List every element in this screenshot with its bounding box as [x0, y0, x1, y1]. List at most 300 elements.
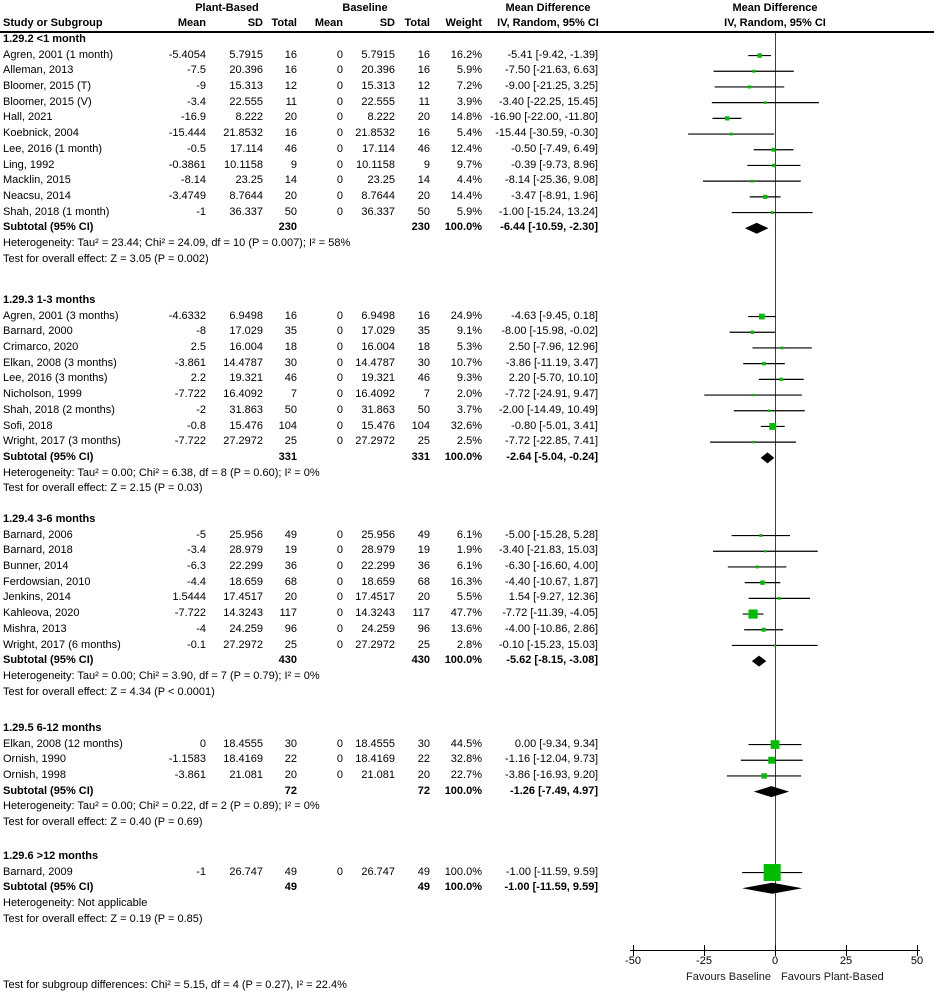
cell-mean-plant: -8: [196, 325, 206, 338]
cell-ci-text: -9.00 [-21.25, 3.25]: [505, 80, 598, 93]
column-md-text-title: Mean Difference: [505, 2, 591, 14]
heterogeneity-row: [0, 466, 934, 482]
cell-ci-text: -3.40 [-21.83, 15.03]: [498, 544, 598, 557]
cell-sd-baseline: 21.8532: [355, 127, 395, 140]
cell-mean-baseline: 0: [336, 638, 343, 651]
cell-sd-baseline: 17.114: [362, 142, 395, 155]
subtotal-weight: 100.0%: [444, 881, 482, 894]
cell-sd-baseline: 18.4555: [355, 737, 395, 750]
cell-mean-baseline: 0: [336, 591, 343, 604]
cell-ci-text: -3.47 [-8.91, 1.96]: [511, 189, 598, 202]
cell-total-plant: 7: [290, 388, 297, 401]
study-name: Koebnick, 2004: [3, 127, 79, 140]
study-row: [0, 142, 934, 158]
axis-tick-label: 25: [839, 955, 853, 967]
cell-total-plant: 14: [284, 174, 297, 187]
study-row: [0, 575, 934, 591]
study-row: [0, 559, 934, 575]
subtotal-ci-text: -1.26 [-7.49, 4.97]: [509, 784, 598, 797]
cell-mean-plant: -0.1: [187, 638, 206, 651]
cell-mean-plant: -7.5: [187, 64, 206, 77]
cell-ci-text: -7.72 [-24.91, 9.47]: [505, 388, 598, 401]
axis-right-label: Favours Plant-Based: [781, 971, 884, 983]
cell-total-plant: 104: [278, 419, 297, 432]
cell-total-plant: 20: [284, 189, 297, 202]
cell-mean-plant: -3.4: [187, 95, 206, 108]
cell-mean-plant: -8.14: [180, 174, 206, 187]
table-header: [0, 0, 934, 33]
cell-sd-baseline: 22.555: [361, 95, 395, 108]
cell-mean-plant: 1.5444: [172, 591, 206, 604]
cell-weight: 5.9%: [456, 64, 482, 77]
cell-total-plant: 22: [284, 753, 297, 766]
cell-mean-plant: -6.3: [187, 560, 206, 573]
study-row: [0, 324, 934, 340]
cell-sd-baseline: 18.659: [361, 575, 395, 588]
cell-ci-text: -7.50 [-21.63, 6.63]: [505, 64, 598, 77]
cell-mean-baseline: 0: [336, 174, 343, 187]
overall-effect-row: [0, 815, 934, 831]
cell-sd-baseline: 36.337: [361, 205, 395, 218]
cell-sd-baseline: 18.4169: [355, 753, 395, 766]
cell-sd-baseline: 27.2972: [355, 435, 395, 448]
cell-sd-baseline: 20.396: [361, 64, 395, 77]
cell-ci-text: -1.16 [-12.04, 9.73]: [505, 753, 598, 766]
cell-sd-plant: 23.25: [235, 174, 263, 187]
cell-total-baseline: 16: [417, 309, 430, 322]
cell-sd-plant: 8.222: [235, 111, 263, 124]
cell-ci-text: -5.41 [-9.42, -1.39]: [507, 48, 598, 61]
study-name: Barnard, 2009: [3, 865, 73, 878]
cell-mean-baseline: 0: [336, 544, 343, 557]
cell-weight: 2.5%: [456, 435, 482, 448]
cell-sd-baseline: 23.25: [367, 174, 395, 187]
cell-weight: 2.0%: [456, 388, 482, 401]
cell-weight: 3.9%: [456, 95, 482, 108]
subtotal-row: [0, 784, 934, 800]
cell-mean-plant: -4: [196, 622, 206, 635]
cell-total-baseline: 104: [411, 419, 430, 432]
subgroup-block: [0, 721, 934, 831]
cell-total-baseline: 50: [417, 403, 430, 416]
cell-mean-plant: -0.3861: [168, 158, 206, 171]
study-row: [0, 205, 934, 221]
cell-weight: 32.6%: [450, 419, 482, 432]
column-mean-plant: Mean: [177, 17, 206, 29]
cell-total-plant: 9: [290, 158, 297, 171]
cell-total-baseline: 20: [417, 111, 430, 124]
cell-mean-baseline: 0: [336, 158, 343, 171]
cell-total-baseline: 25: [417, 435, 430, 448]
cell-total-baseline: 30: [417, 356, 430, 369]
cell-ci-text: -8.14 [-25.36, 9.08]: [505, 174, 598, 187]
cell-mean-baseline: 0: [336, 372, 343, 385]
cell-ci-text: -6.30 [-16.60, 4.00]: [505, 560, 598, 573]
subgroup-block: [0, 512, 934, 700]
study-row: [0, 371, 934, 387]
cell-weight: 2.8%: [456, 638, 482, 651]
study-row: [0, 48, 934, 64]
cell-ci-text: 0.00 [-9.34, 9.34]: [514, 737, 598, 750]
cell-mean-baseline: 0: [336, 419, 343, 432]
study-name: Alleman, 2013: [3, 64, 74, 77]
cell-sd-plant: 24.259: [229, 622, 263, 635]
cell-total-baseline: 50: [417, 205, 430, 218]
cell-sd-plant: 22.555: [229, 95, 263, 108]
cell-total-baseline: 16: [417, 64, 430, 77]
subgroup-label: 1.29.4 3-6 months: [3, 513, 96, 525]
cell-sd-plant: 20.396: [229, 64, 263, 77]
heterogeneity-row: [0, 896, 934, 912]
subgroup-label-row: [0, 512, 934, 528]
cell-mean-baseline: 0: [336, 403, 343, 416]
column-total-plant: Total: [271, 17, 297, 29]
cell-total-plant: 16: [284, 127, 297, 140]
cell-total-baseline: 30: [417, 737, 430, 750]
column-total-baseline: Total: [404, 17, 430, 29]
study-row: [0, 79, 934, 95]
subtotal-total-baseline: 49: [417, 881, 430, 894]
cell-mean-plant: -4.6332: [168, 309, 206, 322]
study-row: [0, 309, 934, 325]
column-group-plant-based: Plant-Based: [195, 2, 259, 14]
study-name: Nicholson, 1999: [3, 388, 82, 401]
study-name: Kahleova, 2020: [3, 607, 80, 620]
cell-weight: 5.3%: [456, 341, 482, 354]
cell-weight: 6.1%: [456, 528, 482, 541]
cell-weight: 9.7%: [456, 158, 482, 171]
cell-mean-plant: 2.2: [190, 372, 206, 385]
cell-total-baseline: 9: [423, 158, 430, 171]
cell-mean-baseline: 0: [336, 575, 343, 588]
cell-mean-plant: -16.9: [180, 111, 206, 124]
study-row: [0, 403, 934, 419]
cell-mean-plant: -4.4: [187, 575, 206, 588]
study-row: [0, 590, 934, 606]
study-name: Agren, 2001 (3 months): [3, 309, 119, 322]
study-row: [0, 865, 934, 881]
cell-total-baseline: 117: [412, 607, 430, 620]
cell-ci-text: -4.00 [-10.86, 2.86]: [505, 622, 598, 635]
cell-total-plant: 19: [284, 544, 297, 557]
cell-total-baseline: 25: [417, 638, 430, 651]
cell-weight: 4.4%: [456, 174, 482, 187]
study-name: Wright, 2017 (6 months): [3, 638, 121, 651]
cell-ci-text: -1.00 [-11.59, 9.59]: [505, 865, 598, 878]
cell-ci-text: -3.86 [-16.93, 9.20]: [505, 769, 598, 782]
cell-sd-plant: 15.476: [229, 419, 263, 432]
subtotal-total-baseline: 430: [411, 654, 430, 667]
cell-mean-plant: 0: [199, 737, 206, 750]
column-study-or-subgroup: Study or Subgroup: [3, 17, 103, 29]
study-row: [0, 768, 934, 784]
cell-ci-text: -4.40 [-10.67, 1.87]: [505, 575, 598, 588]
cell-ci-text: 2.20 [-5.70, 10.10]: [508, 372, 598, 385]
subtotal-ci-text: -2.64 [-5.04, -0.24]: [506, 450, 598, 463]
cell-sd-plant: 21.081: [229, 769, 263, 782]
cell-ci-text: 1.54 [-9.27, 12.36]: [508, 591, 598, 604]
cell-sd-baseline: 28.979: [361, 544, 395, 557]
cell-mean-baseline: 0: [336, 865, 343, 878]
cell-sd-baseline: 8.222: [367, 111, 395, 124]
column-weight: Weight: [445, 17, 482, 29]
cell-total-plant: 49: [284, 865, 297, 878]
cell-total-plant: 11: [285, 95, 297, 108]
study-row: [0, 173, 934, 189]
cell-weight: 13.6%: [450, 622, 482, 635]
study-name: Elkan, 2008 (3 months): [3, 356, 117, 369]
cell-sd-plant: 18.659: [229, 575, 263, 588]
cell-mean-baseline: 0: [336, 435, 343, 448]
cell-sd-baseline: 25.956: [361, 528, 395, 541]
study-row: [0, 95, 934, 111]
cell-weight: 3.7%: [456, 403, 482, 416]
overall-effect-text: Test for overall effect: Z = 0.40 (P = 0.69): [3, 816, 203, 829]
study-row: [0, 752, 934, 768]
overall-effect-text: Test for overall effect: Z = 0.19 (P = 0.85): [3, 912, 203, 925]
cell-sd-baseline: 6.9498: [361, 309, 395, 322]
cell-ci-text: -7.72 [-22.85, 7.41]: [505, 435, 598, 448]
cell-mean-plant: -7.722: [174, 435, 206, 448]
cell-ci-text: -3.40 [-22.25, 15.45]: [498, 95, 598, 108]
study-row: [0, 543, 934, 559]
cell-sd-baseline: 27.2972: [355, 638, 395, 651]
subtotal-ci-text: -1.00 [-11.59, 9.59]: [504, 881, 598, 894]
cell-total-plant: 20: [284, 591, 297, 604]
cell-sd-plant: 27.2972: [223, 638, 263, 651]
cell-mean-baseline: 0: [336, 325, 343, 338]
axis-tick-label: 50: [910, 955, 924, 967]
cell-weight: 5.5%: [456, 591, 482, 604]
study-name: Hall, 2021: [3, 111, 53, 124]
column-sd-plant: SD: [247, 17, 263, 29]
overall-effect-row: [0, 252, 934, 268]
overall-effect-text: Test for overall effect: Z = 4.34 (P < 0.0001): [3, 685, 215, 698]
axis-left-label: Favours Baseline: [686, 971, 771, 983]
cell-mean-baseline: 0: [336, 388, 343, 401]
axis-tick-label: -25: [696, 955, 712, 967]
study-row: [0, 434, 934, 450]
cell-total-baseline: 20: [417, 591, 430, 604]
cell-total-baseline: 18: [417, 341, 430, 354]
cell-mean-plant: -2: [196, 403, 206, 416]
subtotal-weight: 100.0%: [444, 654, 482, 667]
study-row: [0, 387, 934, 403]
cell-total-baseline: 36: [417, 560, 430, 573]
cell-sd-plant: 8.7644: [229, 189, 263, 202]
cell-mean-plant: -1: [196, 205, 206, 218]
cell-weight: 10.7%: [450, 356, 482, 369]
axis-tick-label: 0: [771, 955, 779, 967]
cell-weight: 44.5%: [450, 737, 482, 750]
cell-sd-baseline: 16.004: [361, 341, 395, 354]
cell-sd-plant: 17.4517: [223, 591, 263, 604]
subtotal-total-baseline: 230: [411, 221, 430, 234]
cell-sd-baseline: 26.747: [361, 865, 395, 878]
cell-sd-plant: 14.3243: [223, 607, 263, 620]
subgroup-label-row: [0, 293, 934, 309]
column-md-plot-method: IV, Random, 95% CI: [724, 17, 826, 29]
cell-mean-plant: -5.4054: [168, 48, 206, 61]
subtotal-total-plant: 49: [284, 881, 297, 894]
study-row: [0, 340, 934, 356]
heterogeneity-text: Heterogeneity: Not applicable: [3, 897, 148, 910]
subgroup-block: [0, 293, 934, 497]
cell-weight: 9.1%: [456, 325, 482, 338]
study-name: Bloomer, 2015 (T): [3, 80, 92, 93]
column-md-text-method: IV, Random, 95% CI: [497, 17, 599, 29]
study-name: Ling, 1992: [3, 158, 55, 171]
cell-mean-plant: -15.444: [168, 127, 206, 140]
cell-total-baseline: 12: [417, 80, 430, 93]
cell-mean-baseline: 0: [336, 341, 343, 354]
subtotal-total-plant: 430: [278, 654, 297, 667]
cell-sd-plant: 22.299: [229, 560, 263, 573]
cell-total-baseline: 68: [417, 575, 430, 588]
cell-mean-baseline: 0: [336, 737, 343, 750]
study-row: [0, 189, 934, 205]
study-row: [0, 63, 934, 79]
heterogeneity-text: Heterogeneity: Tau² = 0.00; Chi² = 6.38, df = 8 (P = 0.60); I² = 0%: [3, 466, 320, 479]
subgroup-label: 1.29.3 1-3 months: [3, 294, 96, 306]
cell-total-baseline: 46: [417, 372, 430, 385]
cell-sd-plant: 21.8532: [223, 127, 263, 140]
cell-sd-baseline: 15.313: [361, 80, 395, 93]
cell-weight: 5.9%: [456, 205, 482, 218]
cell-mean-plant: -3.4: [187, 544, 206, 557]
cell-weight: 5.4%: [456, 127, 482, 140]
cell-total-baseline: 16: [417, 127, 430, 140]
study-row: [0, 622, 934, 638]
cell-sd-baseline: 8.7644: [361, 189, 395, 202]
cell-mean-baseline: 0: [336, 127, 343, 140]
cell-total-plant: 35: [284, 325, 297, 338]
cell-mean-plant: 2.5: [190, 341, 206, 354]
study-name: Ferdowsian, 2010: [3, 575, 91, 588]
cell-ci-text: -0.80 [-5.01, 3.41]: [511, 419, 598, 432]
cell-mean-baseline: 0: [336, 356, 343, 369]
cell-sd-baseline: 14.4787: [355, 356, 395, 369]
subgroup-block: [0, 32, 934, 267]
study-row: [0, 606, 934, 622]
cell-sd-plant: 25.956: [229, 528, 263, 541]
cell-total-baseline: 20: [417, 769, 430, 782]
cell-total-baseline: 11: [418, 95, 430, 108]
study-name: Macklin, 2015: [3, 174, 71, 187]
cell-mean-baseline: 0: [336, 111, 343, 124]
heterogeneity-row: [0, 669, 934, 685]
cell-mean-plant: -5: [196, 528, 206, 541]
study-name: Ornish, 1998: [3, 769, 66, 782]
cell-sd-plant: 14.4787: [223, 356, 263, 369]
cell-mean-baseline: 0: [336, 309, 343, 322]
cell-ci-text: -3.86 [-11.19, 3.47]: [505, 356, 598, 369]
subtotal-row: [0, 880, 934, 896]
cell-sd-baseline: 24.259: [361, 622, 395, 635]
cell-sd-baseline: 15.476: [361, 419, 395, 432]
heterogeneity-row: [0, 799, 934, 815]
cell-mean-baseline: 0: [336, 528, 343, 541]
cell-weight: 24.9%: [450, 309, 482, 322]
study-name: Bunner, 2014: [3, 560, 69, 573]
cell-ci-text: -0.10 [-15.23, 15.03]: [498, 638, 598, 651]
cell-total-plant: 46: [284, 372, 297, 385]
column-sd-baseline: SD: [379, 17, 395, 29]
cell-total-plant: 68: [284, 575, 297, 588]
study-name: Elkan, 2008 (12 months): [3, 737, 123, 750]
study-row: [0, 356, 934, 372]
cell-weight: 47.7%: [450, 607, 482, 620]
subtotal-total-plant: 331: [278, 450, 297, 463]
cell-sd-plant: 5.7915: [229, 48, 263, 61]
subtotal-label: Subtotal (95% CI): [3, 881, 94, 894]
cell-ci-text: -0.39 [-9.73, 8.96]: [511, 158, 598, 171]
cell-sd-plant: 16.4092: [223, 388, 263, 401]
study-name: Bloomer, 2015 (V): [3, 95, 92, 108]
study-name: Barnard, 2006: [3, 528, 73, 541]
cell-mean-plant: -7.722: [174, 388, 206, 401]
cell-mean-baseline: 0: [336, 205, 343, 218]
cell-sd-plant: 6.9498: [229, 309, 263, 322]
study-row: [0, 126, 934, 142]
cell-total-plant: 30: [284, 737, 297, 750]
cell-weight: 1.9%: [456, 544, 482, 557]
cell-total-baseline: 20: [417, 189, 430, 202]
cell-sd-plant: 31.863: [229, 403, 263, 416]
study-name: Neacsu, 2014: [3, 189, 71, 202]
study-row: [0, 419, 934, 435]
cell-sd-baseline: 5.7915: [361, 48, 395, 61]
subgroup-label-row: [0, 32, 934, 48]
cell-total-plant: 96: [284, 622, 297, 635]
subtotal-total-baseline: 72: [417, 784, 430, 797]
study-name: Sofi, 2018: [3, 419, 53, 432]
cell-mean-baseline: 0: [336, 48, 343, 61]
cell-ci-text: -7.72 [-11.39, -4.05]: [502, 607, 598, 620]
cell-mean-baseline: 0: [336, 622, 343, 635]
cell-sd-baseline: 14.3243: [355, 607, 395, 620]
cell-sd-baseline: 16.4092: [355, 388, 395, 401]
cell-total-plant: 30: [284, 356, 297, 369]
cell-sd-baseline: 17.4517: [355, 591, 395, 604]
subtotal-ci-text: -5.62 [-8.15, -3.08]: [506, 654, 598, 667]
cell-weight: 14.8%: [450, 111, 482, 124]
cell-total-plant: 18: [284, 341, 297, 354]
cell-mean-plant: -1: [196, 865, 206, 878]
cell-mean-baseline: 0: [336, 64, 343, 77]
subtotal-weight: 100.0%: [444, 221, 482, 234]
subtotal-weight: 100.0%: [444, 784, 482, 797]
cell-weight: 32.8%: [450, 753, 482, 766]
cell-total-plant: 16: [284, 309, 297, 322]
heterogeneity-text: Heterogeneity: Tau² = 0.00; Chi² = 0.22, df = 2 (P = 0.89); I² = 0%: [3, 800, 320, 813]
cell-mean-plant: -3.4749: [168, 189, 206, 202]
cell-sd-baseline: 22.299: [361, 560, 395, 573]
study-name: Ornish, 1990: [3, 753, 66, 766]
cell-total-plant: 50: [284, 205, 297, 218]
subtotal-row: [0, 653, 934, 669]
subgroup-label: 1.29.6 >12 months: [3, 850, 99, 862]
cell-mean-baseline: 0: [336, 560, 343, 573]
cell-mean-plant: -9: [196, 80, 206, 93]
cell-total-baseline: 7: [423, 388, 430, 401]
subtotal-total-plant: 72: [284, 784, 297, 797]
subtotal-row: [0, 450, 934, 466]
heterogeneity-text: Heterogeneity: Tau² = 0.00; Chi² = 3.90, df = 7 (P = 0.79); I² = 0%: [3, 669, 320, 682]
subgroup-label: 1.29.2 <1 month: [3, 33, 86, 45]
subgroup-label: 1.29.5 6-12 months: [3, 722, 102, 734]
subtotal-total-baseline: 331: [411, 450, 430, 463]
